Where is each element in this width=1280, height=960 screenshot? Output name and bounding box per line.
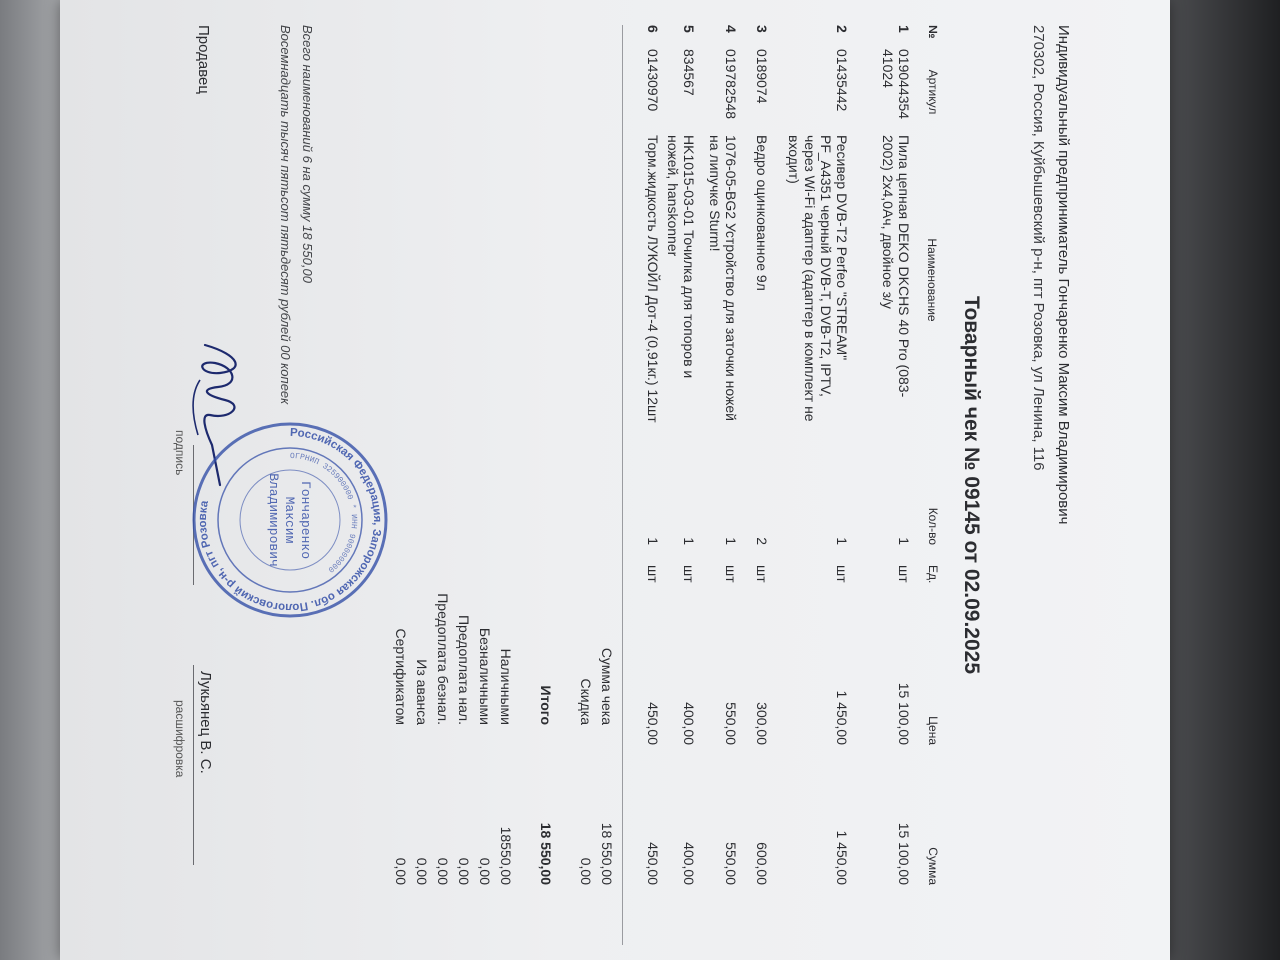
amount-in-words: Восемнадцать тысяч пятьсот пятьдесят рублей 00 копеек [278,25,293,405]
header-name: Наименование [925,238,939,322]
header-qty: Кол-во [926,507,940,545]
row-unit: шт [681,565,697,583]
row-name: Пила цепная DEKO DKCHS 40 Pro (083-2002) 2x4,0Ач, двойное з/у [880,135,912,398]
prepay-cashless-label: Предоплата безнал. [435,593,451,725]
cash-value: 18550,00 [498,826,514,885]
table-row [623,25,661,945]
totals-block [388,25,615,945]
row-name: Торм.жидкость ЛУКОЙЛ Дот-4 (0,91кг.) 12шт [645,135,661,423]
from-advance-label: Из аванса [414,659,430,725]
receipt-title: Товарный чек № 09145 от 02.09.2025 [960,295,983,675]
row-num: 2 [834,25,850,33]
total-row-total [514,25,554,945]
seller-name: Индивидуальный предприниматель Гончаренко Максим Владимирович [1055,25,1072,525]
table-row [661,25,697,945]
row-num: 3 [754,25,770,33]
row-article: 01430970 [645,49,661,112]
row-unit: шт [896,565,912,583]
cashless-label: Безналичными [477,627,493,725]
row-unit: шт [723,565,739,583]
row-name: 1076-05-BG2 Устройство для заточки ножей на липучке Sturm! [707,135,739,421]
header-num: № [926,25,940,39]
decoding-caption: расшифровка [173,700,187,778]
receipt-document [30,15,1080,955]
row-article: 01435442 [834,49,850,112]
row-qty: 1 [834,537,850,545]
row-sum: 600,00 [754,842,770,885]
header-price: Цена [926,716,940,745]
row-sum: 15 100,00 [896,822,912,885]
row-name: HK1015-03-01 Точилка для топоров и ножей, hanskonner [665,135,697,379]
row-num: 6 [645,25,661,33]
svg-text:ОГРНИП 325900000 * ИНН 9000000: ОГРНИП 325900000 * ИНН 900000000 [289,451,359,574]
row-unit: шт [754,565,770,583]
decoding-underline [193,665,194,865]
prepay-cashless-value: 0,00 [435,857,451,885]
cash-label: Наличными [498,648,514,725]
row-qty: 1 [681,537,697,545]
svg-text:Владимирович: Владимирович [266,473,281,567]
header-unit: Ед. [926,565,940,584]
row-price: 550,00 [723,702,739,745]
row-article: 0189074 [754,49,770,104]
discount-label: Скидка [578,678,594,725]
total-label: Итого [538,685,554,725]
row-num: 1 [896,25,912,33]
receipt-sum-value: 18 550,00 [599,822,615,885]
seller-address: 270302, Россия, Куйбышевский р-н, пгт Розовка, ул Ленина, 116 [1030,25,1047,471]
total-row-cashless [472,25,493,945]
row-article: 834567 [681,49,697,96]
row-sum: 400,00 [681,842,697,885]
from-advance-value: 0,00 [414,857,430,885]
total-row-receipt-sum [594,25,615,945]
header-sum: Сумма [926,847,940,885]
signature-caption: подпись [173,430,187,476]
table-row [770,25,850,945]
table-row [850,25,912,945]
total-row-from-advance [409,25,430,945]
table-bottom-rule [622,25,623,945]
svg-text:Гончаренко: Гончаренко [298,480,313,560]
prepay-cash-value: 0,00 [456,857,472,885]
row-qty: 1 [645,537,661,545]
row-price: 450,00 [645,702,661,745]
header-article: Артикул [926,69,940,115]
row-num: 5 [681,25,697,33]
cashless-value: 0,00 [477,857,493,885]
row-unit: шт [645,565,661,583]
row-qty: 1 [723,537,739,545]
background-right-strip [1170,0,1280,960]
table-header-row [912,25,940,945]
svg-text:Российская Федерация, Запорожс: Российская Федерация, Запорожская обл. Пологовский р-н, пгт Розовка [196,426,384,614]
table-row [739,25,770,945]
items-table [623,25,940,945]
row-unit: шт [834,565,850,583]
row-qty: 1 [896,537,912,545]
items-count-line: Всего наименований 6 на сумму 18 550,00 [300,25,315,283]
row-qty: 2 [754,537,770,545]
paper-sheet [60,0,1170,960]
row-price: 400,00 [681,702,697,745]
row-sum: 1 450,00 [834,830,850,885]
row-price: 1 450,00 [834,690,850,745]
receipt-sum-label: Сумма чека [599,647,615,725]
row-sum: 550,00 [723,842,739,885]
total-row-discount [554,25,594,945]
total-row-prepay-cash [451,25,472,945]
total-row-certificate [388,25,409,945]
decoding-name: Лукьянец В. С. [197,671,214,774]
total-value: 18 550,00 [538,822,554,885]
row-article: 019044354 41024 [880,49,912,120]
table-row [697,25,739,945]
total-row-cash [493,25,514,945]
row-name: Ведро оцинкованное 9л [754,135,770,291]
row-name: Ресивер DVB-T2 Perfeo "STREAM" PF_A4351 черный DVB-T, DVB-T2, IPTV, через Wi-Fi адаптер (адаптер в комплект не входит) [786,135,850,422]
certificate-value: 0,00 [393,857,409,885]
seller-signature-label: Продавец [195,25,212,94]
row-num: 4 [723,25,739,33]
row-article: 019782548 [723,49,739,120]
svg-text:Максим: Максим [282,496,297,544]
prepay-cash-label: Предоплата нал. [456,614,472,725]
row-sum: 450,00 [645,842,661,885]
certificate-label: Сертификатом [393,628,409,725]
row-price: 300,00 [754,702,770,745]
discount-value: 0,00 [578,857,594,885]
company-seal-stamp [190,420,390,620]
total-row-prepay-cashless [430,25,451,945]
row-price: 15 100,00 [896,682,912,745]
